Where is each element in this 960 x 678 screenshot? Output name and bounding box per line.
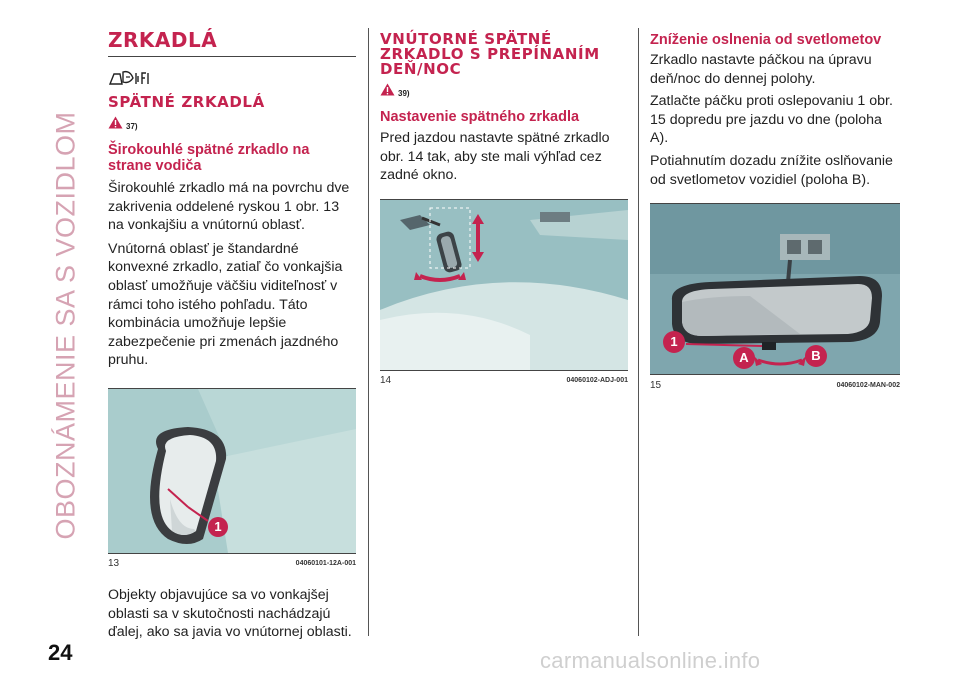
- chapter-side-title-text: OBOZNÁMENIE SA S VOZIDLOM: [50, 110, 81, 540]
- icon-row: [108, 65, 356, 91]
- figure-number: 15: [650, 379, 662, 391]
- day-night-mirror-illustration: [650, 204, 900, 374]
- warning-ref: [108, 116, 356, 136]
- figure-number: 13: [108, 558, 120, 570]
- figure-code: 04060101-12A-001: [295, 560, 356, 568]
- figure-marker-a: A: [739, 350, 749, 366]
- figure-14-mirror-adjust: [380, 200, 628, 370]
- title-rule: [108, 56, 356, 57]
- section-title: ZRKADLÁ: [108, 28, 218, 52]
- column-glare-reduction: [650, 28, 900, 391]
- warning-ref: [380, 83, 628, 103]
- subheading: Širokouhlé spätné zrkadlo na strane vodiča: [108, 142, 310, 174]
- figure-number: 14: [380, 375, 392, 387]
- chapter-side-title: [38, 30, 94, 620]
- column-interior-mirror: [380, 28, 628, 387]
- power-mirror-icon: [108, 68, 158, 88]
- side-mirror-illustration: [108, 389, 356, 553]
- figure-caption: [650, 375, 900, 391]
- paragraph: Objekty objavujúce sa vo vonkajšej oblasti sa v skutočnosti nachádzajú ďalej, ako sa javia vo vnútornej oblasti.: [108, 586, 352, 641]
- page-number: 24: [48, 640, 73, 665]
- column-mirrors: [108, 28, 356, 642]
- warning-ref-number: 39): [398, 89, 410, 98]
- figure-code: 04060102-ADJ-001: [566, 377, 628, 385]
- warning-ref-number: 37): [126, 122, 138, 131]
- warning-triangle-icon: [108, 116, 123, 129]
- paragraph: Potiahnutím dozadu znížite oslňovanie od svetlometov vozidiel (poloha B).: [650, 152, 893, 188]
- paragraph: Pred jazdou nastavte spätné zrkadlo obr. 14 tak, aby ste mali výhľad cez zadné okno.: [380, 130, 610, 184]
- figure-15-day-night-lever: [650, 204, 900, 374]
- column-divider: [638, 28, 639, 636]
- mirror-adjust-illustration: [380, 200, 628, 370]
- figure-13-side-mirror: [108, 389, 356, 553]
- warning-triangle-icon: [380, 83, 395, 96]
- figure-marker-1: 1: [670, 334, 678, 350]
- paragraph: Vnútorná oblasť je štandardné konvexné zrkadlo, zatiaľ čo vonkajšia oblasť umožňuje väčšiu viditeľnosť v rámci toho istého pohľadu. Táto kombinácia umožňuje lepšie zabezpečenie pri zmenách jazdného pruhu.: [108, 240, 343, 369]
- section-title: VNÚTORNÉ SPÄTNÉ ZRKADLO S PREPÍNANÍM DEŇ/NOC: [380, 30, 600, 78]
- paragraph: Zrkadlo nastavte páčkou na úpravu deň/noc do dennej polohy.: [650, 52, 872, 87]
- column-divider: [368, 28, 369, 636]
- watermark: carmanualsonline.info: [540, 648, 761, 673]
- subheading: Nastavenie spätného zrkadla: [380, 109, 580, 125]
- subheading: Zníženie oslnenia od svetlometov: [650, 32, 882, 48]
- figure-caption: [108, 554, 356, 570]
- paragraph: Zatlačte páčku proti oslepovaniu 1 obr. 15 dopredu pre jazdu vo dne (poloha A).: [650, 93, 893, 147]
- figure-marker-b: B: [811, 348, 821, 364]
- figure-marker-1: 1: [214, 518, 222, 534]
- subsection-title: SPÄTNÉ ZRKADLÁ: [108, 93, 265, 111]
- figure-caption: [380, 371, 628, 387]
- paragraph: Širokouhlé zrkadlo má na povrchu dve zakrivenia oddelené ryskou 1 obr. 13 na vonkajšiu a vnútornú oblasť.: [108, 180, 350, 234]
- figure-code: 04060102-MAN-002: [836, 381, 900, 389]
